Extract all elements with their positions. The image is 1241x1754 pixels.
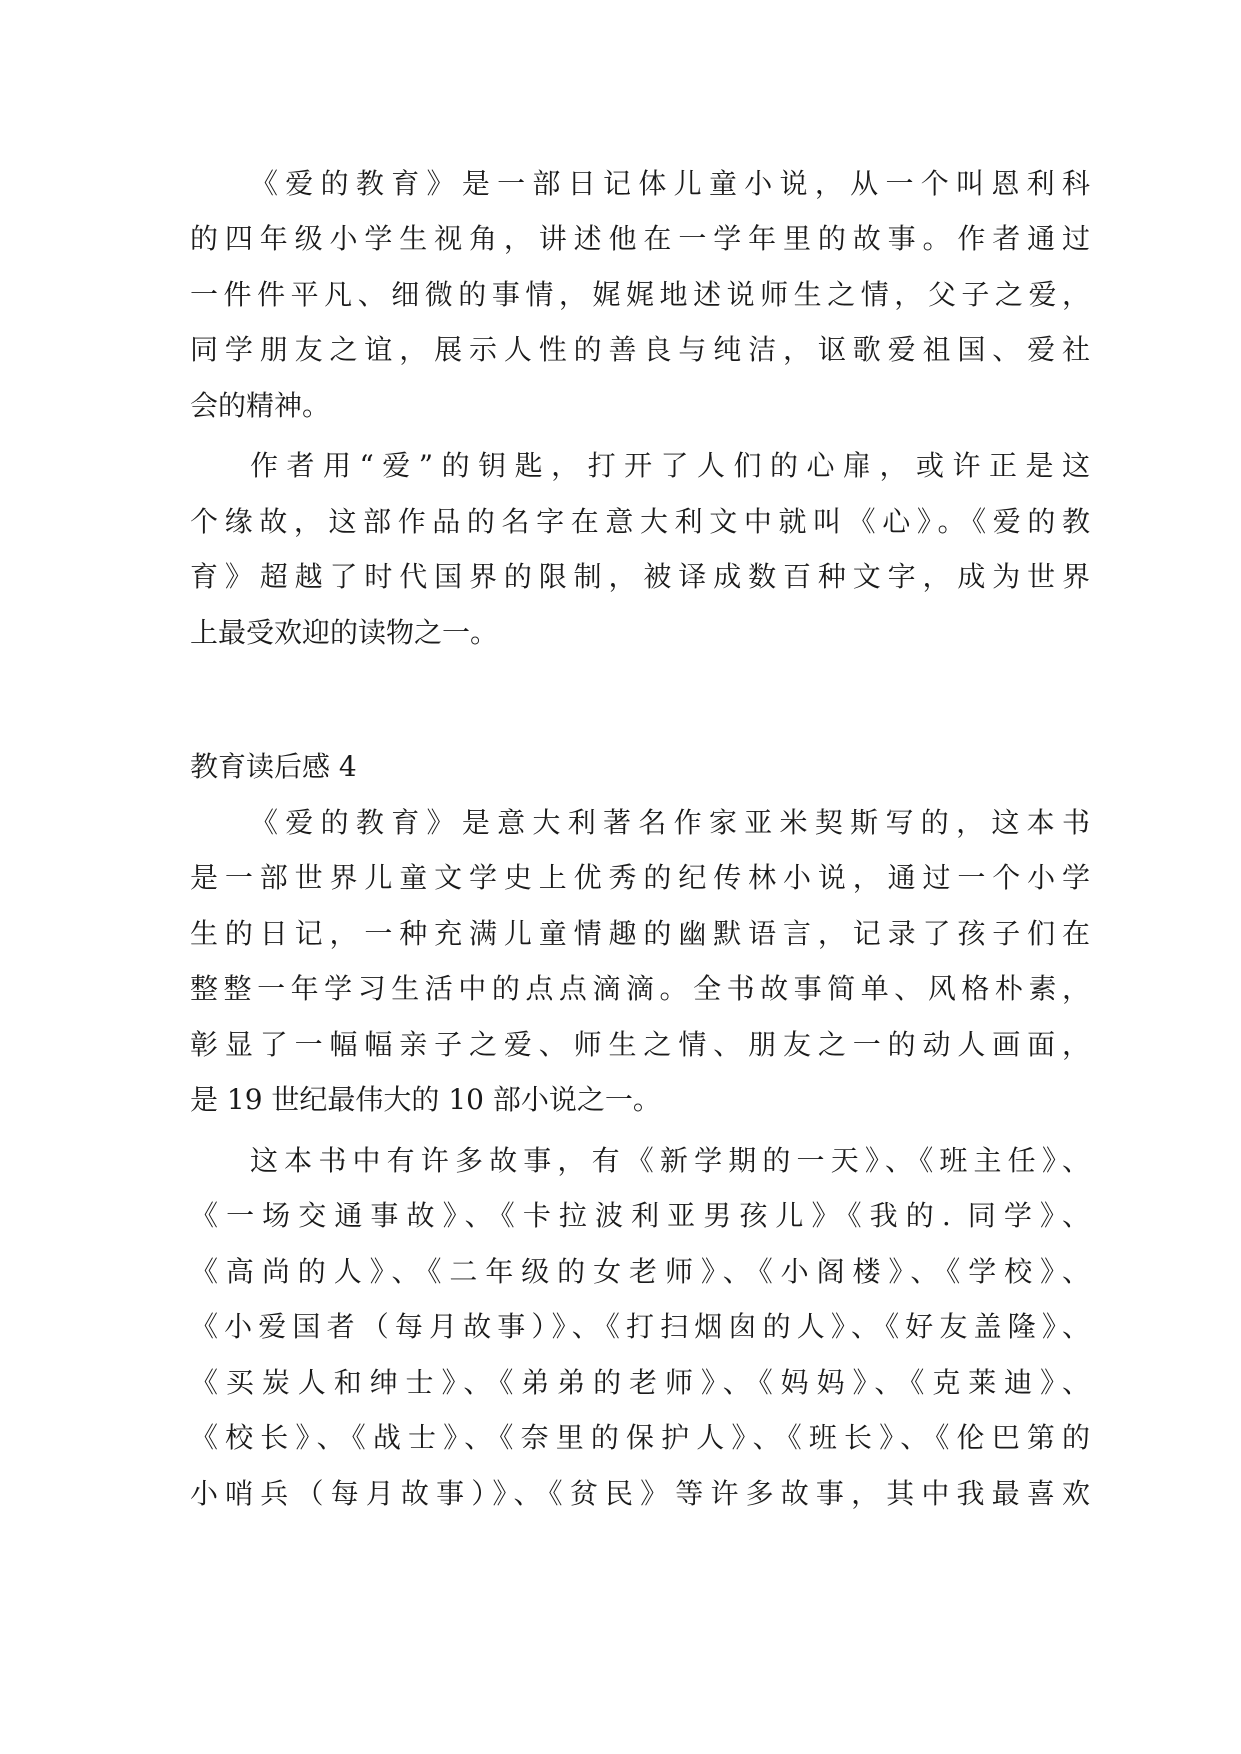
paragraph-1-line-4: 同学朋友之谊，展示人性的善良与纯洁，讴歌爱祖国、爱社: [190, 333, 1090, 366]
paragraph-3-line-3: 生的日记，一种充满儿童情趣的幽默语言，记录了孩子们在: [190, 917, 1090, 950]
paragraph-1-line-2: 的四年级小学生视角，讲述他在一学年里的故事。作者通过: [190, 222, 1090, 255]
paragraph-4-line-4: 《小爱国者（每月故事）》、《打扫烟囱的人》、《好友盖隆》、: [190, 1310, 1090, 1343]
paragraph-1-line-5: 会的精神。: [190, 389, 331, 422]
paragraph-2-line-4: 上最受欢迎的读物之一。: [190, 616, 499, 649]
paragraph-2-line-3: 育》超越了时代国界的限制，被译成数百种文字，成为世界: [190, 560, 1090, 593]
paragraph-3-line-4: 整整一年学习生活中的点点滴滴。全书故事简单、风格朴素，: [190, 972, 1090, 1005]
section-heading: 教育读后感 4: [190, 750, 357, 783]
paragraph-2-line-1: 作者用“爱”的钥匙，打开了人们的心扉，或许正是这: [250, 449, 1090, 482]
paragraph-3-line-2: 是一部世界儿童文学史上优秀的纪传林小说，通过一个小学: [190, 861, 1090, 894]
paragraph-3-line-5: 彰显了一幅幅亲子之爱、师生之情、朋友之一的动人画面，: [190, 1028, 1090, 1061]
paragraph-4-line-2: 《一场交通事故》、《卡拉波利亚男孩儿》《我的. 同学》、: [190, 1199, 1090, 1232]
paragraph-4-line-6: 《校长》、《战士》、《奈里的保护人》、《班长》、《伦巴第的: [190, 1421, 1090, 1454]
paragraph-4-line-7: 小哨兵（每月故事）》、《贫民》等许多故事，其中我最喜欢: [190, 1477, 1090, 1510]
paragraph-3-line-6: 是 19 世纪最伟大的 10 部小说之一。: [190, 1083, 661, 1116]
paragraph-4-line-1: 这本书中有许多故事，有《新学期的一天》、《班主任》、: [250, 1144, 1090, 1177]
paragraph-3-line-1: 《爱的教育》是意大利著名作家亚米契斯写的，这本书: [250, 806, 1090, 839]
paragraph-1-line-3: 一件件平凡、细微的事情，娓娓地述说师生之情，父子之爱，: [190, 278, 1090, 311]
paragraph-2-line-2: 个缘故，这部作品的名字在意大利文中就叫《心》。《爱的教: [190, 505, 1090, 538]
paragraph-1-line-1: 《爱的教育》是一部日记体儿童小说，从一个叫恩利科: [250, 167, 1090, 200]
paragraph-4-line-5: 《买炭人和绅士》、《弟弟的老师》、《妈妈》、《克莱迪》、: [190, 1366, 1090, 1399]
paragraph-4-line-3: 《高尚的人》、《二年级的女老师》、《小阁楼》、《学校》、: [190, 1255, 1090, 1288]
